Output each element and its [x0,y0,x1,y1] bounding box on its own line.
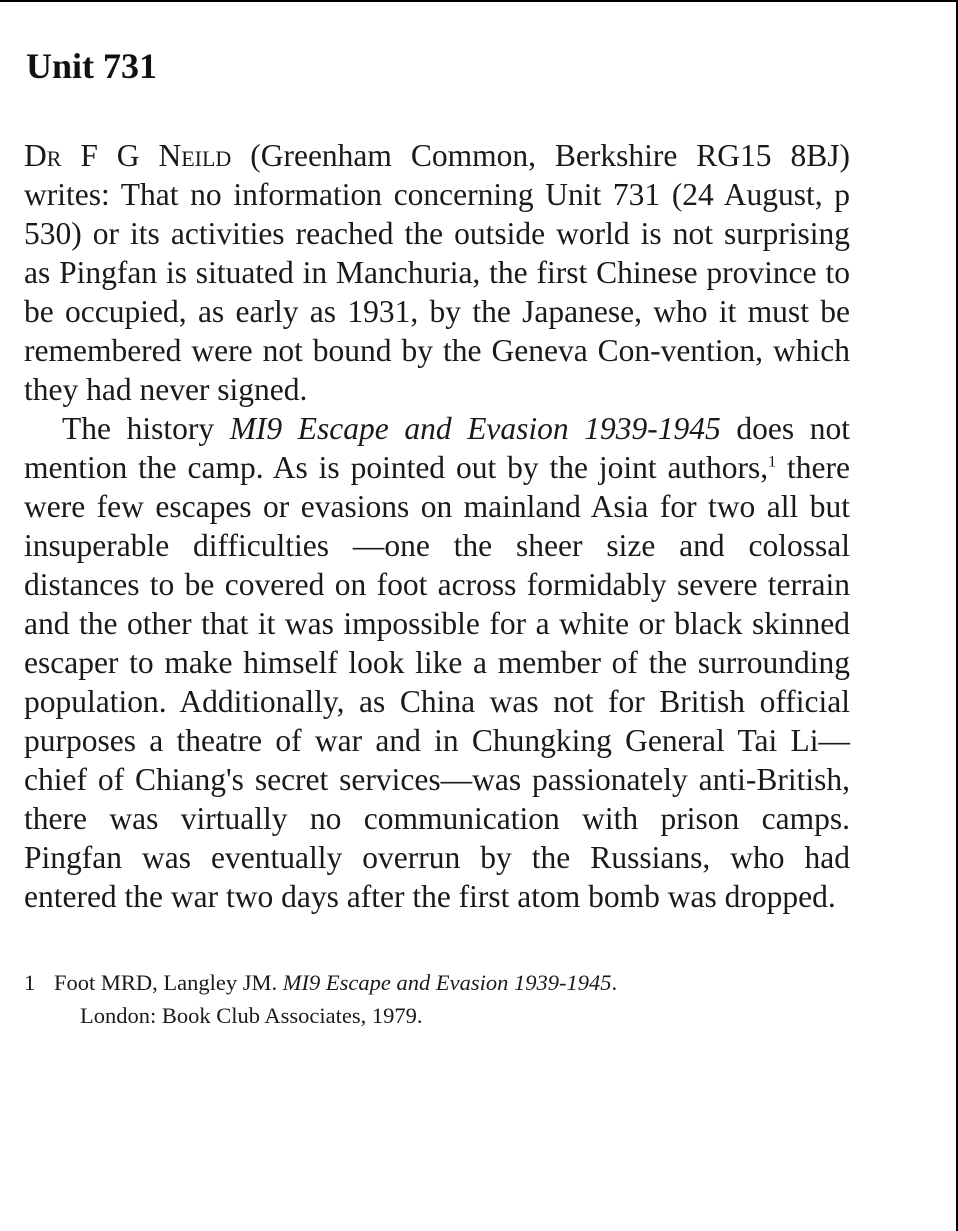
reference-authors: Foot MRD, Langley JM. [54,970,283,995]
article [24,44,850,1032]
author-name: Dr F G Neild [24,138,232,173]
paragraph-1 [24,136,850,409]
paragraph-2-text-b: there were few escapes or evasions on mainland Asia for two all but insuperable difficulties —one the sheer size and colossal distances to be covered on foot across formidably severe terrain and the other that it was impossible for a white or black skinned escaper to make himself look like a member of the surrounding population. Additionally, as China was not for British official purposes a theatre of war and in Chungking General Tai Li—chief of Chiang's secret services—was passionately anti-British, there was virtually no communication with prison camps. Pingfan was eventually overrun by the Russians, who had entered the war two days after the first atom bomb was dropped. [24,450,850,914]
book-title-inline: MI9 Escape and Evasion 1939-1945 [229,411,721,446]
article-body [24,136,850,916]
article-title: Unit 731 [26,46,158,86]
reference-publisher: London: Book Club Associates, 1979. [80,1003,423,1028]
paragraph-1-text: (Greenham Common, Berkshire RG15 8BJ) writes: That no information concerning Unit 731 (24 August, p 530) or its activities reached the outside world is not surprising as Pingfan is situated in Manchuria, the first Chinese province to be occupied, as early as 1931, by the Japanese, who it must be remembered were not bound by the Geneva Con-vention, which they had never signed. [24,138,850,407]
reference-text [54,966,850,1032]
references-list [24,966,850,1032]
paragraph-2 [24,409,850,916]
reference-item [24,966,850,1032]
reference-title: MI9 Escape and Evasion 1939-1945 [282,970,612,995]
paragraph-2-lead: The history [62,411,230,446]
reference-title-end: . [611,970,618,995]
reference-marker: 1 [768,453,777,471]
top-border-rule [0,0,958,2]
paragraph-2-text-a: does not mention the camp. As is pointed out by the joint authors, [24,411,850,485]
reference-number: 1 [24,970,36,995]
